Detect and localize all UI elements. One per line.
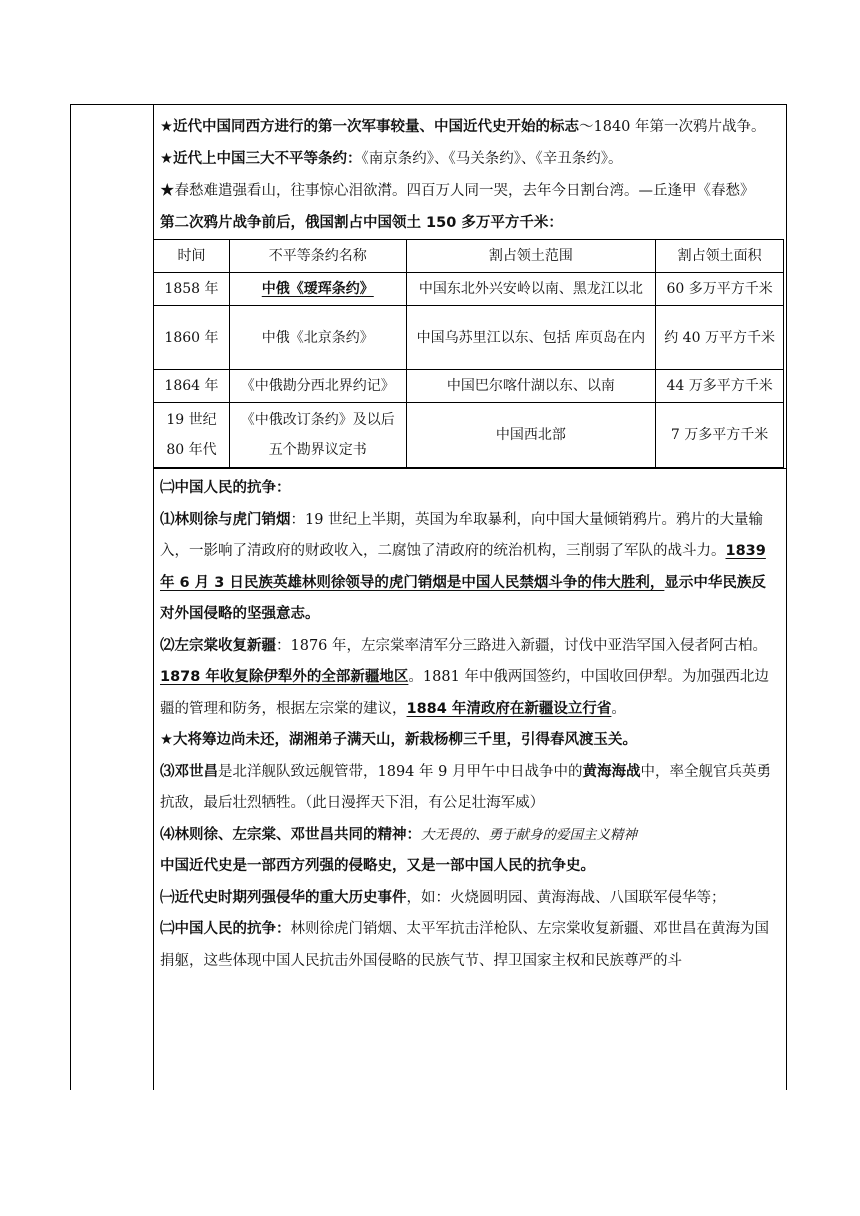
intro-paragraph-1: ★近代中国同西方进行的第一次军事较量、中国近代史开始的标志～1840 年第一次鸦片战争。 [160,119,766,135]
table-row [154,403,784,468]
table-cell: 中国巴尔喀什湖以东、以南 [406,370,656,403]
spirit-paragraph: ⑷林则徐、左宗棠、邓世昌共同的精神：大无畏的、勇于献身的爱国主义精神 [160,826,637,843]
table-cell: 《中俄改订条约》及以后五个勘界议定书 [229,403,406,468]
table-cell: 《中俄勘分西北界约记》 [229,370,406,403]
poem-line: ★大将筹边尚未还，湖湘弟子满天山，新栽杨柳三千里，引得春风渡玉关。 [160,732,637,748]
table-cell: 1858 年 [154,273,230,306]
table-cell: 1860 年 [154,306,230,370]
table-cell: 60 多万平方千米 [656,273,784,306]
table-cell: 约 40 万平方千米 [656,306,784,370]
poem-quote: ★春愁难遣强看山，往事惊心泪欲潸。四百万人同一哭，去年今日割台湾。—丘逢甲《春愁》 [160,183,755,199]
table-cell: 7 万多平方千米 [656,403,784,468]
table-cell: 中国西北部 [406,403,656,468]
table-cell: 44 万多平方千米 [656,370,784,403]
struggle-section [154,468,786,977]
table-cell: 中俄《瑷珲条约》 [229,273,406,306]
zuo-zongtang-paragraph: ⑵左宗棠收复新疆：1876 年，左宗棠率清军分三路进入新疆，讨伐中亚浩罕国入侵者阿古柏。1878 年收复除伊犁外的全部新疆地区。1881 年中俄两国签约，中国收回伊犁。为加强西北边疆的管理和防务，根据左宗棠的建议，1884 年清政府在新疆设立行省。 [160,637,769,717]
struggle-paragraph: ㈡中国人民的抗争：林则徐虎门销烟、太平军抗击洋枪队、左宗棠收复新疆、邓世昌在黄海为国捐躯，这些体现中国人民抗击外国侵略的民族气节、捍卫国家主权和民族尊严的斗 [160,921,769,969]
table-header: 割占领土面积 [656,240,784,273]
table-row [154,273,784,306]
intro-section [154,105,786,468]
table-cell: 19 世纪 80 年代 [154,403,230,468]
deng-shichang-paragraph: ⑶邓世昌是北洋舰队致远舰管带，1894 年 9 月甲午中日战争中的黄海海战中，率全舰官兵英勇抗敌，最后壮烈牺牲。（此日漫挥天下泪，有公足壮海军威） [160,763,771,811]
document-table-frame [70,104,787,1090]
table-cell: 中国东北外兴安岭以南、黑龙江以北 [406,273,656,306]
table-row [154,370,784,403]
table-header: 割占领土范围 [406,240,656,273]
table-header-row [154,240,784,273]
table-cell: 1864 年 [154,370,230,403]
left-column [71,105,154,1090]
table-row [154,306,784,370]
table-cell: 中国乌苏里江以东、包括 库页岛在内 [406,306,656,370]
content-column [154,105,786,1090]
treaty-table [153,239,784,468]
intro-paragraph-2: ★近代上中国三大不平等条约：《南京条约》、《马关条约》、《辛丑条约》。 [160,151,623,167]
lin-zexu-paragraph: ⑴林则徐与虎门销烟：19 世纪上半期，英国为牟取暴利，向中国大量倾销鸦片。鸦片的大量输入，一影响了清政府的财政收入，二腐蚀了清政府的统治机构，三削弱了军队的战斗力。1839 年 6 月 3 日民族英雄林则徐领导的虎门销烟是中国人民禁烟斗争的伟大胜利，显示中华民族反对外国侵略的坚强意志。 [160,511,766,622]
table-cell: 中俄《北京条约》 [229,306,406,370]
table-header: 不平等条约名称 [229,240,406,273]
events-paragraph: ㈠近代史时期列强侵华的重大历史事件，如：火烧圆明园、黄海海战、八国联军侵华等； [160,889,726,906]
summary-line: 中国近代史是一部西方列强的侵略史，又是一部中国人民的抗争史。 [160,858,595,874]
section-heading: ㈡中国人民的抗争： [160,480,291,496]
table-header: 时间 [154,240,230,273]
table-caption: 第二次鸦片战争前后，俄国割占中国领土 150 多万平方千米： [160,215,563,231]
